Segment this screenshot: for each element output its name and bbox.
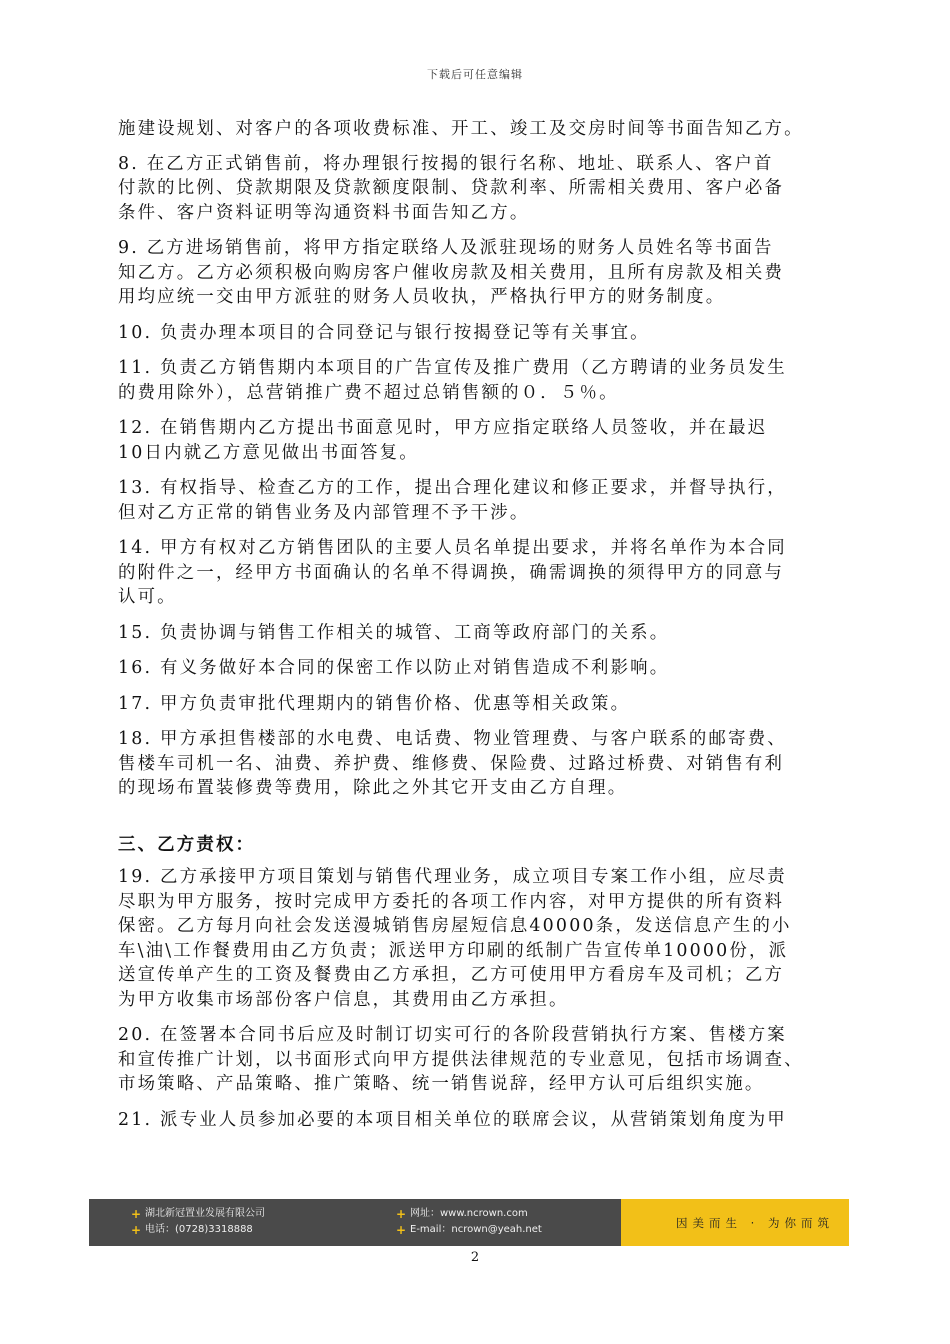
paragraph-13: 13. 有权指导、检查乙方的工作，提出合理化建议和修正要求，并督导执行， 但对乙方正常的销售业务及内部管理不予干涉。: [118, 478, 787, 523]
footer-company: 湖北新冠置业发展有限公司: [145, 1208, 265, 1219]
footer-contact-panel: [89, 1199, 621, 1246]
paragraph-10: 10. 负责办理本项目的合同登记与银行按揭登记等有关事宜。: [118, 322, 650, 343]
plus-icon: +: [131, 1207, 142, 1221]
footer-email[interactable]: E-mail：ncrown@yeah.net: [410, 1224, 542, 1235]
paragraph-19: 19. 乙方承接甲方项目策划与销售代理业务，成立项目专案工作小组，应尽责 尽职为甲方服务，按时完成甲方委托的各项工作内容，对甲方提供的所有资料 保密。乙方每月向社会发送漫城销售房屋短信息40000条，发送信息产生的小 车\油\工作餐费用由乙方负责；派送甲方印刷的纸制广告宣传单10000份，派 送宣传单产生的工资及餐费由乙方承担，乙方可使用甲方看房车及司机；乙方 为甲方收集市场部份客户信息，其费用由乙方承担。: [118, 867, 792, 1010]
footer-contact-right: [396, 1206, 542, 1246]
paragraph-7-continued: 施建设规划、对客户的各项收费标准、开工、竣工及交房时间等书面告知乙方。: [118, 119, 804, 139]
page-number: 2: [470, 1250, 480, 1265]
footer-contact-left: [131, 1206, 396, 1246]
paragraph-8: 8. 在乙方正式销售前，将办理银行按揭的银行名称、地址、联系人、客户首 付款的比例、贷款期限及贷款额度限制、贷款利率、所需相关费用、客户必备 条件、客户资料证明等沟通资料书面告知乙方。: [118, 153, 785, 223]
header-note: 下载后可任意编辑: [427, 68, 523, 81]
plus-icon: +: [131, 1223, 142, 1237]
plus-icon: +: [396, 1223, 407, 1237]
footer-slogan-panel: [621, 1199, 849, 1246]
plus-icon: +: [396, 1207, 407, 1221]
document-body: [118, 117, 840, 1143]
paragraph-12: 12. 在销售期内乙方提出书面意见时，甲方应指定联络人员签收，并在最迟 10日内就乙方意见做出书面答复。: [118, 418, 768, 463]
paragraph-16: 16. 有义务做好本合同的保密工作以防止对销售造成不利影响。: [118, 658, 670, 678]
footer-website[interactable]: 网址：www.ncrown.com: [410, 1208, 528, 1219]
footer-company-row: [131, 1206, 396, 1222]
footer-banner: [89, 1199, 849, 1246]
footer-website-row: [396, 1206, 542, 1222]
footer-phone-row: [131, 1222, 396, 1238]
paragraph-17: 17. 甲方负责审批代理期内的销售价格、优惠等相关政策。: [118, 693, 631, 714]
paragraph-18: 18. 甲方承担售楼部的水电费、电话费、物业管理费、与客户联系的邮寄费、 售楼车司机一名、油费、养护费、维修费、保险费、过路过桥费、对销售有利 的现场布置装修费等费用，除此之外其它开支由乙方自理。: [118, 729, 787, 798]
paragraph-15: 15. 负责协调与销售工作相关的城管、工商等政府部门的关系。: [118, 622, 670, 643]
footer-phone: 电话：(0728)3318888: [145, 1224, 253, 1235]
paragraph-14: 14. 甲方有权对乙方销售团队的主要人员名单提出要求，并将名单作为本合同 的附件之一，经甲方书面确认的名单不得调换，确需调换的须得甲方的同意与 认可。: [118, 538, 787, 607]
footer-email-row: [396, 1222, 542, 1238]
paragraph-11: 11. 负责乙方销售期内本项目的广告宣传及推广费用（乙方聘请的业务员发生 的费用除外），总营销推广费不超过总销售额的０．５％。: [118, 358, 787, 403]
paragraph-20: 20. 在签署本合同书后应及时制订切实可行的各阶段营销执行方案、售楼方案 和宣传推广计划，以书面形式向甲方提供法律规范的专业意见，包括市场调查、 市场策略、产品策略、推广策略、统一销售说辞，经甲方认可后组织实施。: [118, 1025, 804, 1094]
footer-slogan: 因美而生 · 为你而筑: [676, 1215, 834, 1230]
paragraph-21: 21. 派专业人员参加必要的本项目相关单位的联席会议，从营销策划角度为甲: [118, 1109, 787, 1130]
paragraph-9: 9. 乙方进场销售前，将甲方指定联络人及派驻现场的财务人员姓名等书面告 知乙方。乙方必须积极向购房客户催收房款及相关费用，且所有房款及相关费 用均应统一交由甲方派驻的财务人员收执，严格执行甲方的财务制度。: [118, 238, 785, 307]
section-title: 三、乙方责权：: [118, 834, 256, 855]
